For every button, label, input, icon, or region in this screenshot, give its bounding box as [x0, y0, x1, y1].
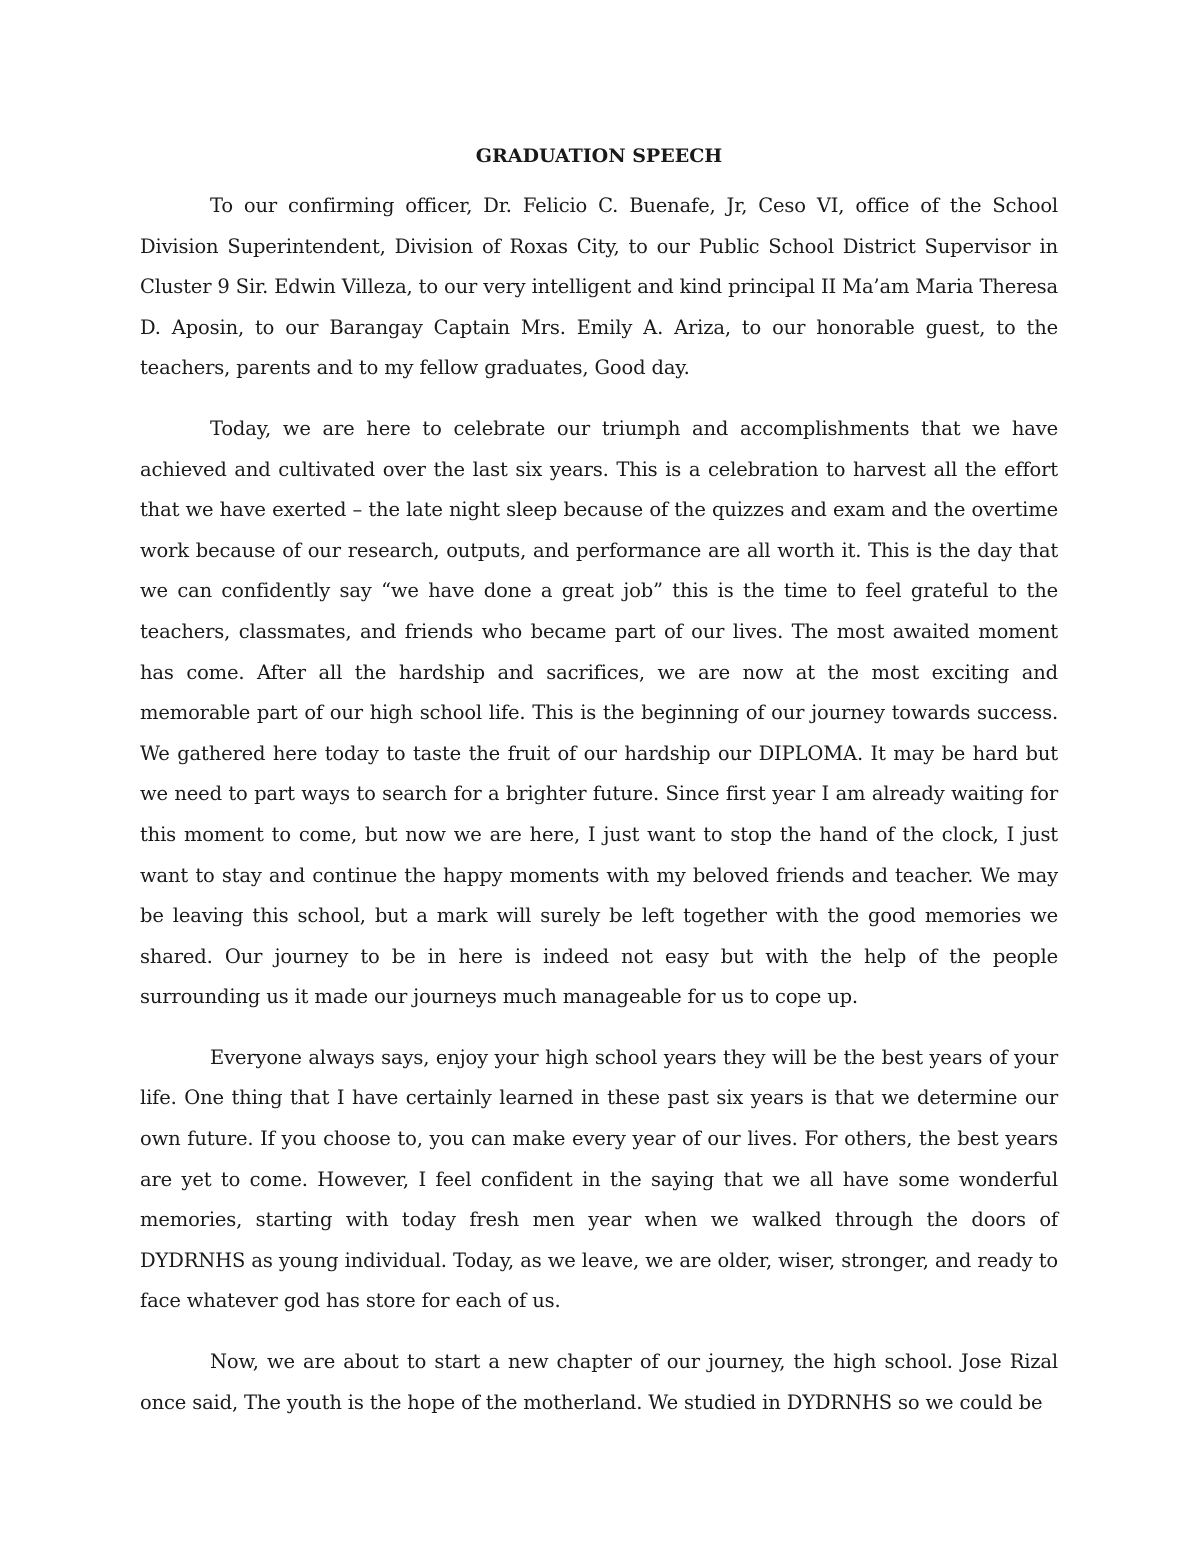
document-body	[140, 140, 1058, 1443]
document-title: GRADUATION SPEECH	[475, 145, 723, 167]
paragraph-high-school-years: Everyone always says, enjoy your high school years they will be the best years of your life. One thing that I have certainly learned in these past six years is that we determine our own future. If you choose to, you can make every year of our lives. For others, the best years are yet to come. However, I feel confident in the saying that we all have some wonderful memories, starting with today fresh men year when we walked through the doors of DYDRNHS as young individual. Today, as we leave, we are older, wiser, stronger, and ready to face whatever god has store for each of us.	[140, 1045, 1058, 1313]
paragraph-salutation: To our confirming officer, Dr. Felicio C. Buenafe, Jr, Ceso VI, office of the School Division Superintendent, Division of Roxas City, to our Public School District Supervisor in Cluster 9 Sir. Edwin Villeza, to our very intelligent and kind principal II Ma’am Maria Theresa D. Aposin, to our Barangay Captain Mrs. Emily A. Ariza, to our honorable guest, to the teachers, parents and to my fellow graduates, Good day.	[140, 194, 1058, 380]
paragraph-celebration: Today, we are here to celebrate our triumph and accomplishments that we have achieved and cultivated over the last six years. This is a celebration to harvest all the effort that we have exerted – the late night sleep because of the quizzes and exam and the overtime work because of our research, outputs, and performance are all worth it. This is the day that we can confidently say “we have done a great job” this is the time to feel grateful to the teachers, classmates, and friends who became part of our lives. The most awaited moment has come. After all the hardship and sacrifices, we are now at the most exciting and memorable part of our high school life. This is the beginning of our journey towards success. We gathered here today to taste the fruit of our hardship our DIPLOMA. It may be hard but we need to part ways to search for a brighter future. Since first year I am already waiting for this moment to come, but now we are here, I just want to stop the hand of the clock, I just want to stay and continue the happy moments with my beloved friends and teacher. We may be leaving this school, but a mark will surely be left together with the good memories we shared. Our journey to be in here is indeed not easy but with the help of the people surrounding us it made our journeys much manageable for us to cope up.	[140, 416, 1058, 1009]
paragraph-new-chapter: Now, we are about to start a new chapter of our journey, the high school. Jose Rizal once said, The youth is the hope of the motherland. We studied in DYDRNHS so we could be	[140, 1350, 1058, 1414]
